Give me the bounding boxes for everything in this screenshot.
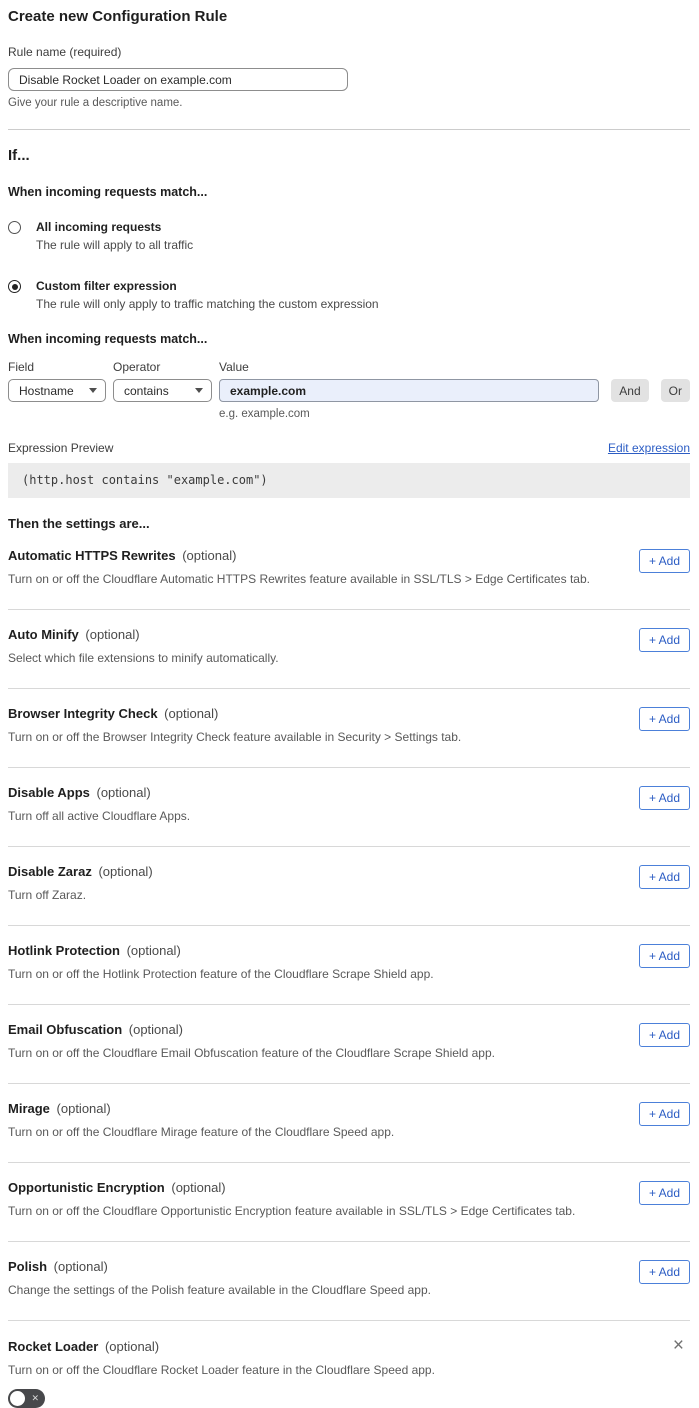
setting-optional-label: (optional) [96,785,151,800]
setting-optional-label: (optional) [98,864,153,879]
setting-name: Hotlink Protection [8,943,120,958]
add-disable-apps-button[interactable]: + Add [639,786,690,810]
toggle-knob [10,1391,25,1406]
setting-name: Disable Zaraz [8,864,92,879]
setting-row-opportunistic-encryption [8,1163,690,1242]
setting-row-disable-apps [8,768,690,847]
setting-description: Change the settings of the Polish feature available in the Cloudflare Speed app. [8,1283,431,1297]
setting-row-email-obfuscation [8,1005,690,1084]
field-label: Field [8,360,35,374]
add-email-obfuscation-button[interactable]: + Add [639,1023,690,1047]
chevron-down-icon [195,388,203,393]
setting-optional-label: (optional) [104,1339,160,1354]
add-auto-minify-button[interactable]: + Add [639,628,690,652]
radio-option-label: All incoming requests [36,220,162,234]
add-automatic-https-rewrites-button[interactable]: + Add [639,549,690,573]
setting-row-auto-minify [8,610,690,689]
radio-option-label: Custom filter expression [36,279,177,293]
setting-name: Polish [8,1259,48,1274]
expression-preview-code: (http.host contains "example.com") [8,463,690,498]
value-label: Value [219,360,249,374]
filter-builder-labels [8,360,690,374]
radio-option-all-incoming-requests[interactable] [8,220,690,252]
setting-description: Turn on or off the Cloudflare Automatic HTTPS Rewrites feature available in SSL/TLS > Edge Certificates tab. [8,572,590,586]
setting-name: Mirage [8,1101,50,1116]
toggle-off-icon: ✕ [31,1393,39,1403]
expression-preview-header [8,441,690,455]
setting-row-disable-zaraz [8,847,690,926]
setting-description: Turn off all active Cloudflare Apps. [8,809,191,823]
add-browser-integrity-check-button[interactable]: + Add [639,707,690,731]
setting-name: Browser Integrity Check [8,706,158,721]
if-heading: If... [8,147,30,164]
setting-optional-label: (optional) [56,1101,111,1116]
radio-option-description: The rule will apply to all traffic [36,238,194,252]
setting-description: Turn on or off the Cloudflare Rocket Loader feature in the Cloudflare Speed app. [8,1363,435,1377]
setting-description: Turn on or off the Hotlink Protection feature of the Cloudflare Scrape Shield app. [8,967,434,981]
and-button[interactable]: And [611,379,648,402]
radio-option-custom-filter-expression[interactable] [8,279,690,311]
close-icon[interactable]: × [672,1335,684,1356]
setting-description: Turn on or off the Cloudflare Opportunistic Encryption feature available in SSL/TLS > Edge Certificates tab. [8,1204,576,1218]
setting-name: Auto Minify [8,627,79,642]
add-polish-button[interactable]: + Add [639,1260,690,1284]
edit-expression-link[interactable]: Edit expression [607,441,690,455]
expression-preview-label: Expression Preview [8,441,114,455]
setting-optional-label: (optional) [171,1180,226,1195]
setting-optional-label: (optional) [128,1022,183,1037]
radio-option-description: The rule will only apply to traffic matching the custom expression [36,297,379,311]
setting-name: Email Obfuscation [8,1022,123,1037]
radio-checked-icon[interactable] [8,280,21,293]
setting-name: Opportunistic Encryption [8,1180,165,1195]
then-settings-heading: Then the settings are... [8,516,150,531]
settings-list [8,531,690,1321]
setting-name: Rocket Loader [8,1339,99,1354]
setting-description: Select which file extensions to minify automatically. [8,651,279,665]
setting-optional-label: (optional) [53,1259,108,1274]
setting-optional-label: (optional) [85,627,140,642]
incoming-requests-match-heading: When incoming requests match... [8,185,208,199]
operator-select-value: contains [124,383,169,398]
rocket-loader-toggle[interactable] [8,1389,45,1408]
or-button[interactable]: Or [661,379,690,402]
add-opportunistic-encryption-button[interactable]: + Add [639,1181,690,1205]
divider [8,129,690,130]
operator-label: Operator [113,360,161,374]
setting-row-automatic-https-rewrites [8,531,690,610]
rule-name-label: Rule name (required) [8,45,122,59]
filter-builder-heading: When incoming requests match... [8,332,208,346]
setting-description: Turn off Zaraz. [8,888,87,902]
setting-optional-label: (optional) [164,706,219,721]
rule-name-input[interactable] [8,68,348,91]
setting-row-mirage [8,1084,690,1163]
add-disable-zaraz-button[interactable]: + Add [639,865,690,889]
setting-optional-label: (optional) [182,548,237,563]
rule-name-help: Give your rule a descriptive name. [8,97,183,109]
setting-row-polish [8,1242,690,1321]
filter-builder-row [8,379,690,402]
field-select[interactable] [8,379,106,402]
operator-select[interactable] [113,379,212,402]
add-mirage-button[interactable]: + Add [639,1102,690,1126]
setting-name: Automatic HTTPS Rewrites [8,548,176,563]
setting-description: Turn on or off the Cloudflare Email Obfuscation feature of the Cloudflare Scrape Shield app. [8,1046,495,1060]
setting-row-hotlink-protection [8,926,690,1005]
add-hotlink-protection-button[interactable]: + Add [639,944,690,968]
setting-row-rocket-loader [8,1321,690,1408]
setting-description: Turn on or off the Cloudflare Mirage feature of the Cloudflare Speed app. [8,1125,395,1139]
setting-description: Turn on or off the Browser Integrity Check feature available in Security > Settings tab. [8,730,462,744]
chevron-down-icon [89,388,97,393]
field-select-value: Hostname [19,383,74,398]
page-title: Create new Configuration Rule [8,8,228,25]
setting-row-browser-integrity-check [8,689,690,768]
radio-unchecked-icon[interactable] [8,221,21,234]
setting-name: Disable Apps [8,785,90,800]
setting-optional-label: (optional) [126,943,181,958]
value-hint: e.g. example.com [219,408,310,420]
value-input[interactable] [219,379,599,402]
